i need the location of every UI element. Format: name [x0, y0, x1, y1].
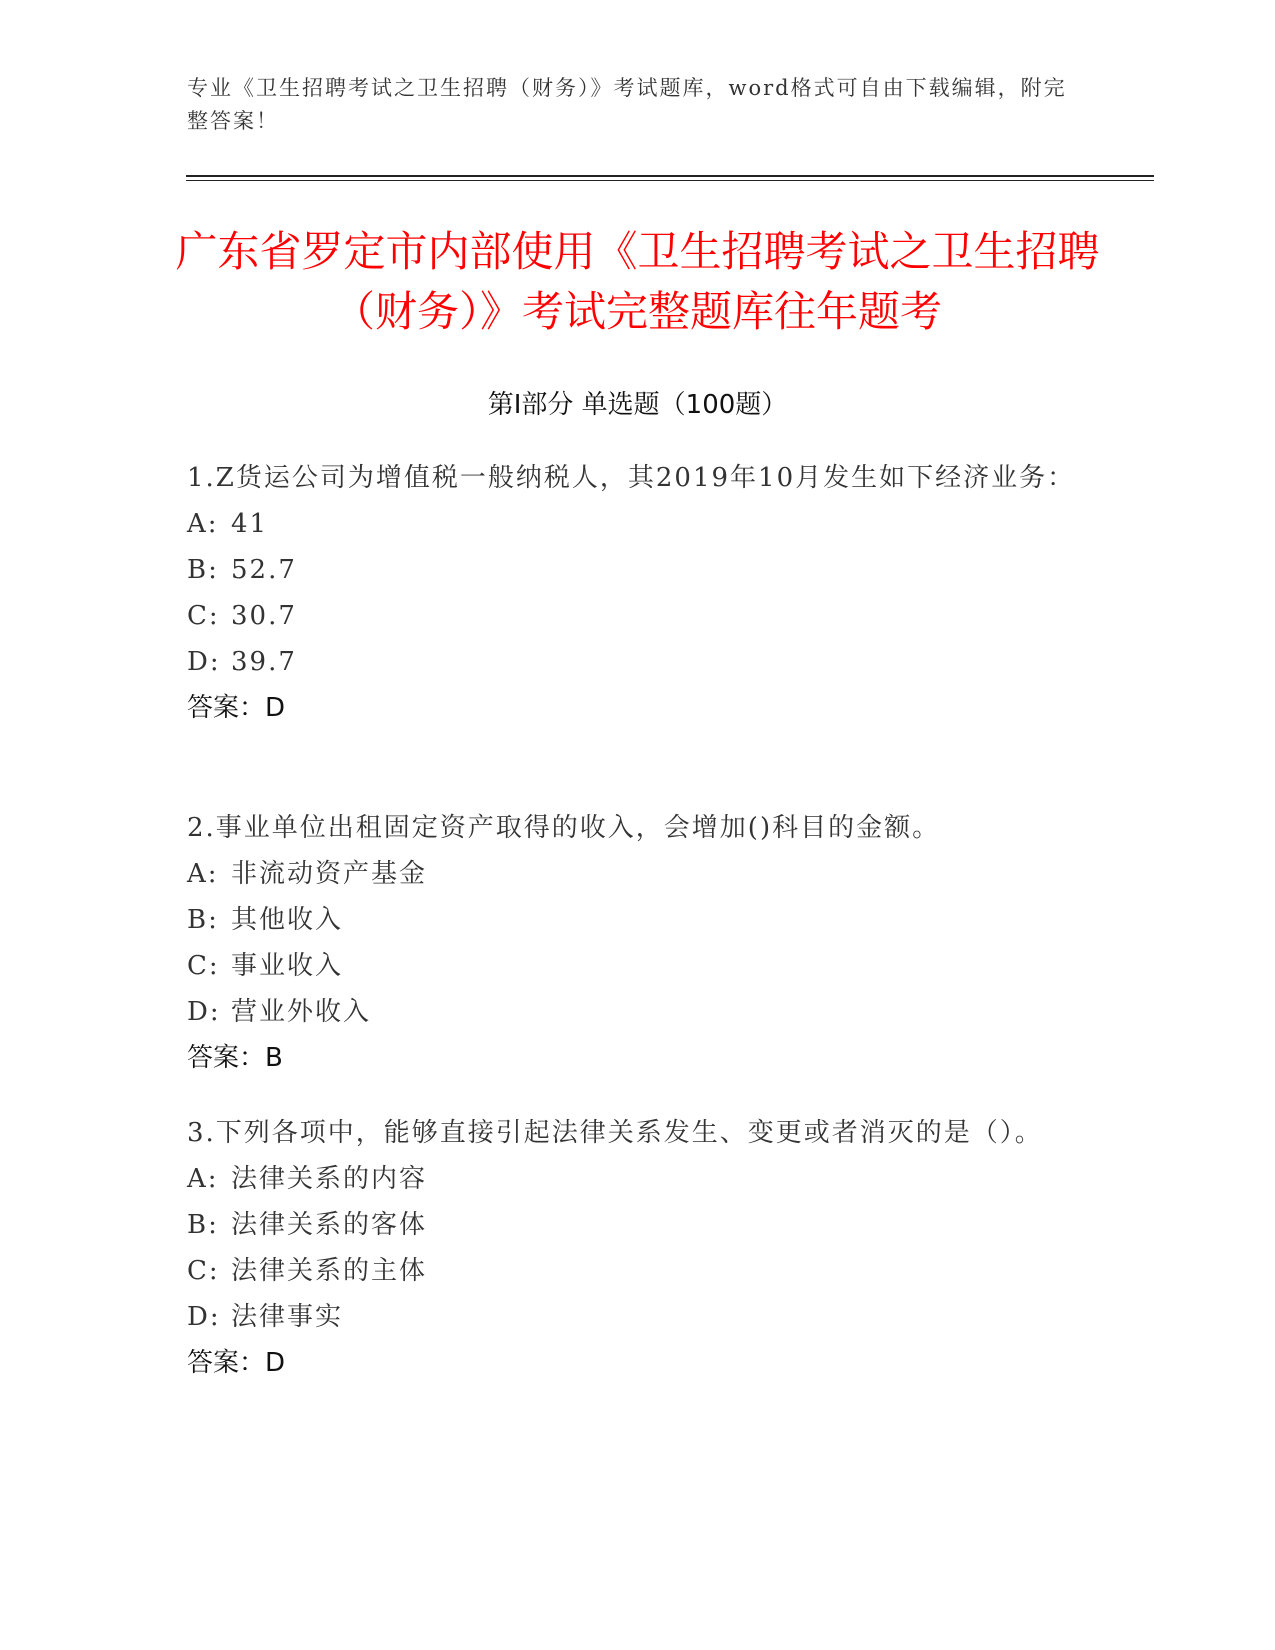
document-title: 广东省罗定市内部使用《卫生招聘考试之卫生招聘（财务）》考试完整题库往年题考 [175, 227, 1100, 336]
option-text: 非流动资产基金 [231, 859, 428, 889]
option-a [187, 851, 1087, 897]
option-key: C: [187, 601, 220, 631]
option-text: 法律事实 [231, 1302, 344, 1332]
answer: 答案：D [187, 1348, 286, 1378]
option-c [187, 1248, 1087, 1294]
option-text: 30.7 [231, 601, 297, 631]
header-divider [186, 175, 1154, 177]
option-key: A: [187, 1164, 219, 1194]
option-b [187, 547, 1087, 593]
header-divider-thin [186, 180, 1154, 181]
header-note: 专业《卫生招聘考试之卫生招聘（财务）》考试题库，word格式可自由下载编辑，附完整答案！ [187, 76, 1067, 133]
option-d [187, 639, 1087, 685]
option-d [187, 989, 1087, 1035]
option-text: 法律关系的主体 [231, 1256, 428, 1286]
option-text: 52.7 [231, 555, 297, 585]
option-key: A: [187, 509, 219, 539]
option-c [187, 593, 1087, 639]
option-key: D: [187, 647, 221, 677]
option-key: D: [187, 997, 221, 1027]
option-key: B: [187, 905, 219, 935]
answer: 答案：B [187, 1043, 283, 1073]
option-text: 事业收入 [231, 951, 344, 981]
answer: 答案：D [187, 693, 286, 723]
question-stem: 1.Z货运公司为增值税一般纳税人，其2019年10月发生如下经济业务： [187, 463, 1076, 493]
option-key: B: [187, 1210, 219, 1240]
option-text: 39.7 [231, 647, 297, 677]
option-key: B: [187, 555, 219, 585]
option-text: 其他收入 [231, 905, 344, 935]
section-title: 第Ⅰ部分 单选题（100题） [487, 390, 788, 420]
question-3 [187, 1110, 1087, 1386]
option-c [187, 943, 1087, 989]
option-b [187, 897, 1087, 943]
option-text: 法律关系的客体 [231, 1210, 428, 1240]
option-key: D: [187, 1302, 221, 1332]
option-text: 41 [231, 509, 269, 539]
question-2 [187, 805, 1087, 1081]
option-a [187, 1156, 1087, 1202]
option-key: C: [187, 1256, 220, 1286]
option-text: 法律关系的内容 [231, 1164, 428, 1194]
option-text: 营业外收入 [231, 997, 372, 1027]
option-key: A: [187, 859, 219, 889]
option-key: C: [187, 951, 220, 981]
question-stem: 2.事业单位出租固定资产取得的收入，会增加()科目的金额。 [187, 813, 941, 843]
option-a [187, 501, 1087, 547]
option-d [187, 1294, 1087, 1340]
option-b [187, 1202, 1087, 1248]
question-stem: 3.下列各项中，能够直接引起法律关系发生、变更或者消灭的是（）。 [187, 1118, 1043, 1148]
question-1 [187, 455, 1087, 731]
